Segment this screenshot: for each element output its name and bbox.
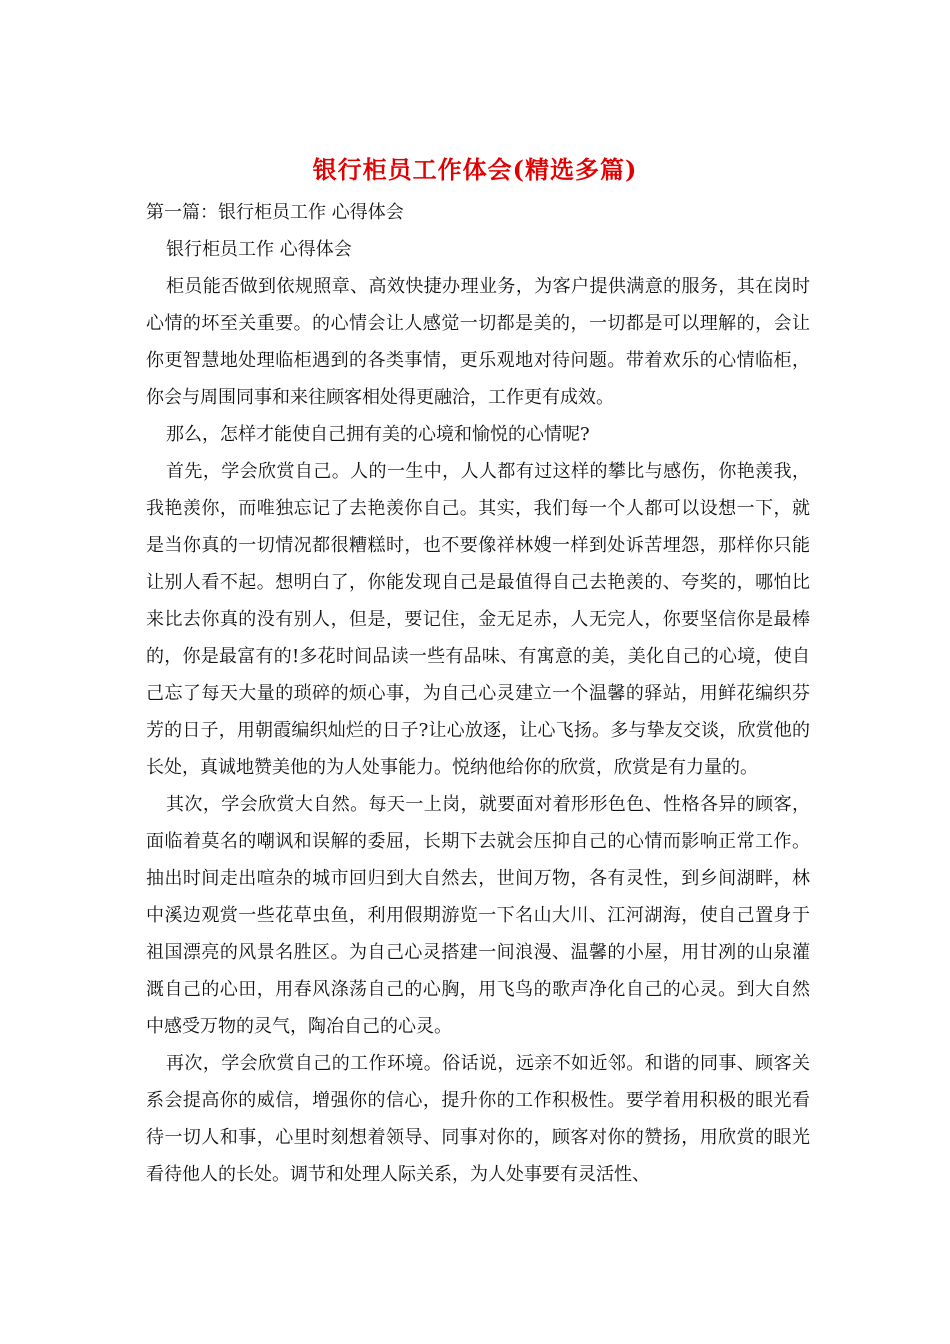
section-heading: 第一篇：银行柜员工作 心得体会	[146, 202, 404, 223]
paragraph: 柜员能否做到依规照章、高效快捷办理业务，为客户提供满意的服务，其在岗时心情的坏至关重要。的心情会让人感觉一切都是美的，一切都是可以理解的，会让你更智慧地处理临柜遇到的各类事情，更乐观地对待问题。带着欢乐的心情临柜，你会与周围同事和来往顾客相处得更融洽，工作更有成效。	[146, 276, 810, 408]
paragraph: 那么，怎样才能使自己拥有美的心境和愉悦的心情呢?	[166, 424, 590, 445]
subheading: 银行柜员工作 心得体会	[166, 239, 352, 260]
document-title: 银行柜员工作体会(精选多篇)	[312, 155, 638, 184]
paragraph: 首先，学会欣赏自己。人的一生中，人人都有过这样的攀比与感伤，你艳羡我，我艳羡你，而唯独忘记了去艳羡你自己。其实，我们每一个人都可以设想一下，就是当你真的一切情况都很糟糕时，也不要像祥林嫂一样到处诉苦埋怨，那样你只能让别人看不起。想明白了，你能发现自己是最值得自己去艳羡的、夸奖的，哪怕比来比去你真的没有别人，但是，要记住，金无足赤，人无完人，你要坚信你是最棒的，你是最富有的!多花时间品读一些有品味、有寓意的美，美化自己的心境，使自己忘了每天大量的琐碎的烦心事，为自己心灵建立一个温馨的驿站，用鲜花编织芬芳的日子，用朝霞编织灿烂的日子?让心放逐，让心飞扬。多与挚友交谈，欣赏他的长处，真诚地赞美他的为人处事能力。悦纳他给你的欣赏，欣赏是有力量的。	[146, 461, 810, 778]
paragraph: 其次，学会欣赏大自然。每天一上岗，就要面对着形形色色、性格各异的顾客，面临着莫名的嘲讽和误解的委屈，长期下去就会压抑自己的心情而影响正常工作。抽出时间走出喧杂的城市回归到大自然去，世间万物，各有灵性，到乡间湖畔，林中溪边观赏一些花草虫鱼，利用假期游览一下名山大川、江河湖海，使自己置身于祖国漂亮的风景名胜区。为自己心灵搭建一间浪漫、温馨的小屋，用甘冽的山泉灌溉自己的心田，用春风涤荡自己的心胸，用飞鸟的歌声净化自己的心灵。到大自然中感受万物的灵气，陶冶自己的心灵。	[146, 794, 810, 1037]
paragraph: 再次，学会欣赏自己的工作环境。俗话说，远亲不如近邻。和谐的同事、顾客关系会提高你的威信，增强你的信心，提升你的工作积极性。要学着用积极的眼光看待一切人和事，心里时刻想着领导、同事对你的，顾客对你的赞扬，用欣赏的眼光看待他人的长处。调节和处理人际关系，为人处事要有灵活性、	[146, 1053, 810, 1185]
document-body	[146, 194, 810, 1193]
